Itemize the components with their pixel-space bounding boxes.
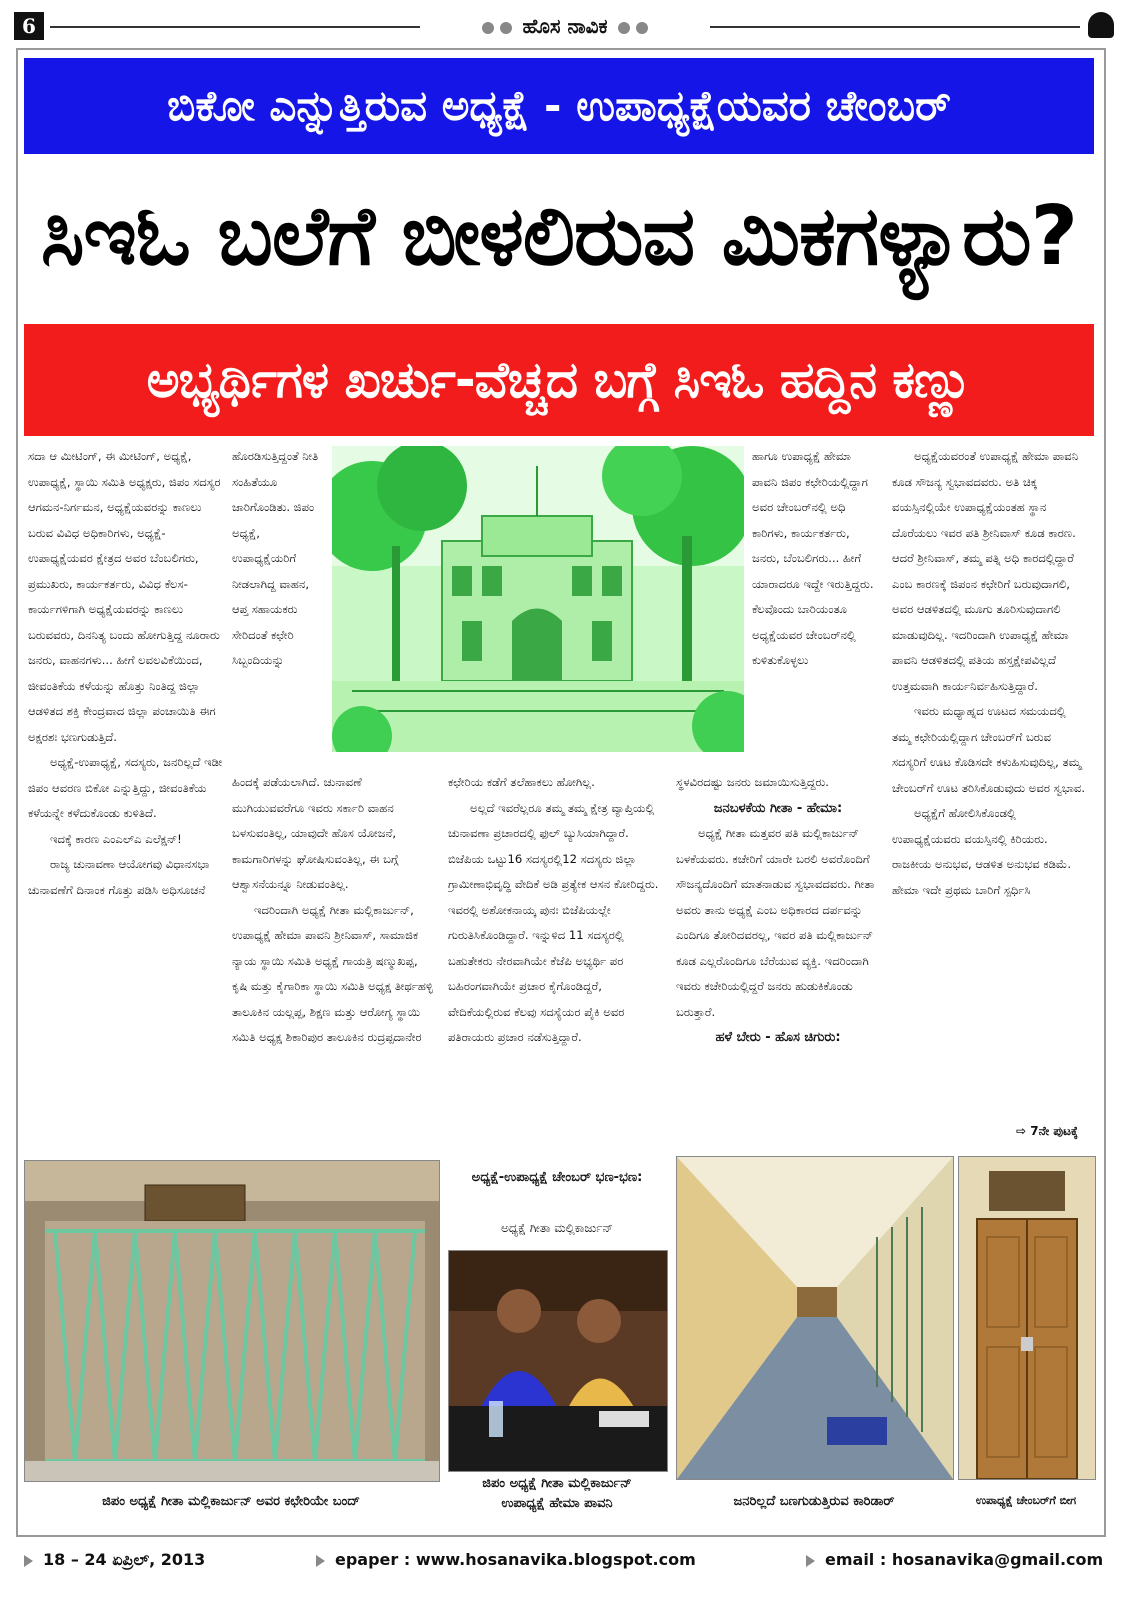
subhead-banner: ಅಭ್ಯರ್ಥಿಗಳ ಖರ್ಚು-ವೆಚ್ಚದ ಬಗ್ಗೆ ಸಿಇಓ ಹದ್ದಿನ ಕಣ್ಣು	[24, 324, 1094, 436]
article-column-4-bottom	[676, 770, 880, 1150]
paragraph: ಅಧ್ಯಕ್ಷೆಗೆ ಹೋಲಿಸಿಕೊಂಡಲ್ಲಿ ಉಪಾಧ್ಯಕ್ಷೆಯವರು ವಯಸ್ಸಿನಲ್ಲಿ ಕಿರಿಯರು. ರಾಜಕೀಯ ಅನುಭವ, ಆಡಳಿತ ಅನುಭವ ಕಡಿಮೆ. ಹೇಮಾ ಇದೇ ಪ್ರಥಮ ಬಾರಿಗೆ ಸ್ಪರ್ಧಿಸಿ	[892, 806, 1072, 897]
paragraph: ಅಧ್ಯಕ್ಷೆಯವರಂತೆ ಉಪಾಧ್ಯಕ್ಷೆ ಹೇಮಾ ಪಾವನಿ ಕೂಡ ಸೌಜನ್ಯ ಸ್ವಭಾವದವರು. ಅತಿ ಚಿಕ್ಕ ವಯಸ್ಸಿನಲ್ಲಿಯೇ ಉಪಾಧ್ಯಕ್ಷೆಯಂತಹ ಸ್ಥಾನ ದೊರೆಯಲು ಇವರ ಪತಿ ಶ್ರೀನಿವಾಸ್ ಕೂಡ ಕಾರಣ. ಆದರೆ ಶ್ರೀನಿವಾಸ್, ತಮ್ಮ ಪತ್ನಿ ಅಧಿ ಕಾರದಲ್ಲಿದ್ದಾರೆ ಎಂಬ ಕಾರಣಕ್ಕೆ ಜಿಪಂನ ಕಛೇರಿಗೆ ಬರುವುದಾಗಲಿ, ಅವರ ಆಡಳಿತದಲ್ಲಿ ಮೂಗು ತೂರಿಸುವುದಾಗಲಿ ಮಾಡುವುದಿಲ್ಲ. ಇದರಿಂದಾಗಿ ಉಪಾಧ್ಯಕ್ಷೆ ಹೇಮಾ ಪಾವನಿ ಆಡಳಿತದಲ್ಲಿ ಪತಿಯ ಹಸ್ತಕ್ಷೇಪವಿಲ್ಲದೆ ಉತ್ತಮವಾಗಿ ಕಾರ್ಯನಿರ್ವಹಿಸುತ್ತಿದ್ದಾರೆ.	[892, 449, 1079, 693]
officials-photo	[448, 1250, 668, 1472]
dot-icon	[482, 22, 494, 34]
footer-date: 18 – 24 ಏಪ್ರಿಲ್, 2013	[24, 1540, 205, 1580]
dot-icon	[636, 22, 648, 34]
photo1-caption: ಜಿಪಂ ಅಧ್ಯಕ್ಷೆ ಗೀತಾ ಮಲ್ಲಿಕಾರ್ಜುನ್ ಅವರ ಕಛೇರಿಯೇ ಬಂದ್	[102, 1494, 360, 1509]
paragraph: ಹೊರಡಿಸುತ್ತಿದ್ದಂತೆ ನೀತಿ ಸಂಹಿತೆಯೂ ಜಾರಿಗೊಂಡಿತು. ಜಿಪಂ ಅಧ್ಯಕ್ಷೆ, ಉಪಾಧ್ಯಕ್ಷೆಯರಿಗೆ ನೀಡಲಾಗಿದ್ದ ವಾಹನ, ಆಪ್ತ ಸಹಾಯಕರು ಸೇರಿದಂತೆ ಕಛೇರಿ ಸಿಬ್ಬಂದಿಯನ್ನು	[232, 449, 319, 667]
paragraph: ಕಛೇರಿಯ ಕಡೆಗೆ ತಲೆಹಾಕಲು ಹೋಗಿಲ್ಲ.	[448, 775, 595, 789]
article-column-1	[28, 444, 224, 1144]
locked-door-photo	[958, 1156, 1096, 1480]
article-column-3	[448, 770, 666, 1160]
paragraph: ಇವರು ಮಧ್ಯಾಹ್ನದ ಊಟದ ಸಮಯದಲ್ಲಿ ತಮ್ಮ ಕಛೇರಿಯಲ್ಲಿದ್ದಾಗ ಚೇಂಬರ್‌ಗೆ ಬರುವ ಸದಸ್ಯರಿಗೆ ಊಟ ಕೊಡಿಸದೇ ಕಳುಹಿಸುವುದಿಲ್ಲ, ತಮ್ಮ ಚೇಂಬರ್‌ಗೆ ಊಟ ತರಿಸಿಕೊಡುವುದು ಅವರ ಸ್ವಭಾವ.	[892, 704, 1086, 795]
dot-icon	[500, 22, 512, 34]
paragraph: ಸ್ಥಳವಿರದಷ್ಟು ಜನರು ಜಮಾಯಿಸುತ್ತಿದ್ದರು.	[676, 775, 829, 789]
dot-icon	[618, 22, 630, 34]
photo2-caption	[448, 1474, 666, 1514]
photo2-caption-line2: ಉಪಾಧ್ಯಕ್ಷೆ ಹೇಮಾ ಪಾವನಿ	[501, 1496, 613, 1511]
article-column-4-top	[752, 444, 880, 764]
paragraph: ಇದರಿಂದಾಗಿ ಅಧ್ಯಕ್ಷೆ ಗೀತಾ ಮಲ್ಲಿಕಾರ್ಜುನ್, ಉಪಾಧ್ಯಕ್ಷೆ ಹೇಮಾ ಪಾವನಿ ಶ್ರೀನಿವಾಸ್, ಸಾಮಾಜಿಕ ನ್ಯಾಯ ಸ್ಥಾಯಿ ಸಮಿತಿ ಅಧ್ಯಕ್ಷೆ ಗಾಯತ್ರಿ ಷಣ್ಮುಖಪ್ಪ, ಕೃಷಿ ಮತ್ತು ಕೈಗಾರಿಕಾ ಸ್ಥಾಯಿ ಸಮಿತಿ ಅಧ್ಯಕ್ಷ ತೀರ್ಥಹಳ್ಳಿ ತಾಲೂಕಿನ ಯಲ್ಲಪ್ಪ, ಶಿಕ್ಷಣ ಮತ್ತು ಆರೋಗ್ಯ ಸ್ಥಾಯಿ ಸಮಿತಿ ಅಧ್ಯಕ್ಷ ಶಿಕಾರಿಪುರ ತಾಲೂಕಿನ ರುದ್ರಪ್ಪದಾನೇರ	[232, 902, 433, 1044]
paragraph: ರಾಜ್ಯ ಚುನಾವಣಾ ಆಯೋಗವು ವಿಧಾನಸಭಾ ಚುನಾವಣೆಗೆ ದಿನಾಂಕ ಗೊತ್ತು ಪಡಿಸಿ ಅಧಿಸೂಚನೆ	[28, 857, 210, 897]
section-subhead: ಹಳೆ ಬೇರು - ಹೊಸ ಚಿಗುರು:	[715, 1030, 841, 1045]
building-photo	[332, 446, 744, 752]
locked-gate-photo	[24, 1160, 440, 1482]
paragraph: ಸದಾ ಆ ಮೀಟಿಂಗ್, ಈ ಮೀಟಿಂಗ್, ಅಧ್ಯಕ್ಷೆ, ಉಪಾಧ್ಯಕ್ಷೆ, ಸ್ಥಾಯಿ ಸಮಿತಿ ಅಧ್ಯಕ್ಷರು, ಜಿಪಂ ಸದಸ್ಯರ ಆಗಮನ-ನಿರ್ಗಮನ, ಅಧ್ಯಕ್ಷೆಯವರನ್ನು ಕಾಣಲು ಬರುವ ವಿವಿಧ ಅಧಿಕಾರಿಗಳು, ಅಧ್ಯಕ್ಷೆ-ಉಪಾಧ್ಯಕ್ಷೆಯವರ ಕ್ಷೇತ್ರದ ಅವರ ಬೆಂಬಲಿಗರು, ಪ್ರಮುಖರು, ಕಾರ್ಯಕರ್ತರು, ವಿವಿಧ ಕೆಲಸ-ಕಾರ್ಯಗಳಿಗಾಗಿ ಅಧ್ಯಕ್ಷೆಯವರನ್ನು ಕಾಣಲು ಬರುವವರು, ದಿನನಿತ್ಯ ಬಂದು ಹೋಗುತ್ತಿದ್ದ ನೂರಾರು ಜನರು, ವಾಹನಗಳು... ಹೀಗೆ ಲವಲವಿಕೆಯಿಂದ, ಜೀವಂತಿಕೆಯ ಕಳೆಯನ್ನು ಹೊತ್ತು ನಿಂತಿದ್ದ ಜಿಲ್ಲಾ ಆಡಳಿತದ ಶಕ್ತಿ ಕೇಂದ್ರವಾದ ಜಿಲ್ಲಾ ಪಂಚಾಯಿತಿ ಈಗ ಅಕ್ಷರಶಃ ಭಣಗುಡುತ್ತಿದೆ.	[28, 449, 221, 744]
paragraph: ಹಿಂದಕ್ಕೆ ಪಡೆಯಲಾಗಿದೆ. ಚುನಾವಣೆ ಮುಗಿಯುವವರೆಗೂ ಇವರು ಸರ್ಕಾರಿ ವಾಹನ ಬಳಸುವಂತಿಲ್ಲ, ಯಾವುದೇ ಹೊಸ ಯೋಜನೆ, ಕಾಮಗಾರಿಗಳನ್ನು ಘೋಷಿಸುವಂತಿಲ್ಲ, ಈ ಬಗ್ಗೆ ಆಶ್ವಾಸನೆಯನ್ನೂ ನೀಡುವಂತಿಲ್ಲ.	[232, 775, 399, 891]
photo-label: ಅಧ್ಯಕ್ಷೆ ಗೀತಾ ಮಲ್ಲಿಕಾರ್ಜುನ್	[500, 1221, 614, 1235]
article-column-2-bottom	[232, 770, 436, 1150]
paragraph: ಹಾಗೂ ಉಪಾಧ್ಯಕ್ಷೆ ಹೇಮಾ ಪಾವನಿ ಜಿಪಂ ಕಛೇರಿಯಲ್ಲಿದ್ದಾಗ ಅವರ ಚೇಂಬರ್‌ನಲ್ಲಿ ಅಧಿ ಕಾರಿಗಳು, ಕಾರ್ಯಕರ್ತರು, ಜನರು, ಬೆಂಬಲಿಗರು... ಹೀಗೆ ಯಾರಾದರೂ ಇದ್ದೇ ಇರುತ್ತಿದ್ದರು. ಕೆಲವೊಂದು ಬಾರಿಯಂತೂ ಅಧ್ಯಕ್ಷೆಯವರ ಚೇಂಬರ್‌ನಲ್ಲಿ ಕುಳಿತುಕೊಳ್ಳಲು	[752, 449, 874, 667]
paragraph: ಅಧ್ಯಕ್ಷೆ-ಉಪಾಧ್ಯಕ್ಷೆ, ಸದಸ್ಯರು, ಜನರಿಲ್ಲದೆ ಇಡೀ ಜಿಪಂ ಆವರಣ ಬಿಕೋ ಎನ್ನುತ್ತಿದ್ದು, ಜೀವಂತಿಕೆಯ ಕಳೆಯನ್ನೇ ಕಳೆದುಕೊಂಡು ಕುಳಿತಿದೆ.	[28, 755, 223, 820]
masthead-title: ಹೊಸ ನಾವಿಕ	[522, 14, 608, 38]
article-column-5	[892, 444, 1086, 1124]
footer-email[interactable]: email : hosanavika@gmail.com	[806, 1540, 1103, 1580]
section-subhead: ಜನಬಳಕೆಯ ಗೀತಾ - ಹೇಮಾ:	[713, 800, 843, 816]
arrow-icon	[806, 1555, 815, 1567]
footer-epaper[interactable]: epaper : www.hosanavika.blogspot.com	[316, 1540, 696, 1580]
arrow-icon	[24, 1555, 33, 1567]
arrow-icon	[316, 1555, 325, 1567]
lamp-logo-icon	[1088, 12, 1114, 38]
photo3-caption: ಜನರಿಲ್ಲದೆ ಬಣಗುಡುತ್ತಿರುವ ಕಾರಿಡಾರ್	[733, 1494, 895, 1509]
footer	[16, 1540, 1114, 1580]
page-number: 6	[14, 12, 44, 40]
photo4-caption: ಉಪಾಧ್ಯಕ್ಷೆ ಚೇಂಬರ್‌ಗೆ ಬೀಗ	[975, 1494, 1077, 1507]
corridor-photo	[676, 1156, 954, 1480]
continued-on-page: ⇨ 7ನೇ ಪುಟಕ್ಕೆ	[1016, 1124, 1078, 1138]
section-subhead-chamber: ಅಧ್ಯಕ್ಷೆ-ಉಪಾಧ್ಯಕ್ಷೆ ಚೇಂಬರ್ ಭಣ-ಭಣ:	[471, 1170, 643, 1185]
building-illustration	[332, 446, 744, 752]
article-column-2-top	[232, 444, 324, 764]
kicker-banner: ಬಿಕೋ ಎನ್ನುತ್ತಿರುವ ಅಧ್ಯಕ್ಷೆ - ಉಪಾಧ್ಯಕ್ಷೆಯವರ ಚೇಂಬರ್	[24, 58, 1094, 154]
paragraph: ಇದಕ್ಕೆ ಕಾರಣ ಎಂಎಲ್‌ಎ ಎಲೆಕ್ಷನ್!	[50, 831, 182, 846]
photo2-caption-line1: ಜಿಪಂ ಅಧ್ಯಕ್ಷೆ ಗೀತಾ ಮಲ್ಲಿಕಾರ್ಜುನ್	[482, 1476, 632, 1491]
paragraph: ಅಧ್ಯಕ್ಷೆ ಗೀತಾ ಮತ್ತವರ ಪತಿ ಮಲ್ಲಿಕಾರ್ಜುನ್ ಬಳಕೆಯವರು. ಕಚೇರಿಗೆ ಯಾರೇ ಬರಲಿ ಅವರೊಂದಿಗೆ ಸೌಜನ್ಯದೊಂದಿಗೆ ಮಾತನಾಡುವ ಸ್ವಭಾವದವರು. ಗೀತಾ ಅವರು ತಾನು ಅಧ್ಯಕ್ಷೆ ಎಂಬ ಅಧಿಕಾರದ ದರ್ಪವನ್ನು ಎಂದಿಗೂ ತೋರಿದವರಲ್ಲ, ಇವರ ಪತಿ ಮಲ್ಲಿಕಾರ್ಜುನ್ ಕೂಡ ಎಲ್ಲರೊಂದಿಗೂ ಬೆರೆಯುವ ವ್ಯಕ್ತಿ. ಇದರಿಂದಾಗಿ ಇವರು ಕಚೇರಿಯಲ್ಲಿದ್ದರೆ ಜನರು ಹುಡುಕಿಕೊಂಡು ಬರುತ್ತಾರೆ.	[676, 826, 875, 1019]
masthead	[420, 10, 710, 42]
paragraph: ಅಲ್ಲದೆ ಇವರೆಲ್ಲರೂ ತಮ್ಮ ತಮ್ಮ ಕ್ಷೇತ್ರ ವ್ಯಾಪ್ತಿಯಲ್ಲಿ ಚುನಾವಣಾ ಪ್ರಚಾರದಲ್ಲಿ ಫುಲ್ ಬ್ಯುಸಿಯಾಗಿದ್ದಾರೆ. ಬಿಜೆಪಿಯ ಒಟ್ಟು16 ಸದಸ್ಯರಲ್ಲಿ12 ಸದಸ್ಯರು ಜಿಲ್ಲಾ ಗ್ರಾಮೀಣಾಭಿವೃದ್ಧಿ ವೇದಿಕೆ ಅಡಿ ಪ್ರತ್ಯೇಕ ಆಸನ ಕೋರಿದ್ದರು. ಇವರಲ್ಲಿ ಅಶೋಕನಾಯ್ಕ ಪುನಃ ಬಿಜೆಪಿಯಲ್ಲೇ ಗುರುತಿಸಿಕೊಂಡಿದ್ದಾರೆ. ಇನ್ನುಳಿದ 11 ಸದಸ್ಯರಲ್ಲಿ ಬಹುತೇಕರು ನೇರವಾಗಿಯೇ ಕೆಜೆಪಿ ಅಭ್ಯರ್ಥಿ ಪರ ಬಹಿರಂಗವಾಗಿಯೇ ಪ್ರಚಾರ ಕೈಗೊಂಡಿದ್ದರೆ, ವೇದಿಕೆಯಲ್ಲಿರುವ ಕೆಲವು ಸದಸ್ಯೆಯರ ಪೈಕಿ ಅವರ ಪತಿರಾಯರು ಪ್ರಚಾರ ನಡೆಸುತ್ತಿದ್ದಾರೆ.	[448, 800, 659, 1044]
main-headline: ಸಿಇಓ ಬಲೆಗೆ ಬೀಳಲಿರುವ ಮಿಕಗಳ್ಯಾರು?	[40, 189, 1078, 284]
